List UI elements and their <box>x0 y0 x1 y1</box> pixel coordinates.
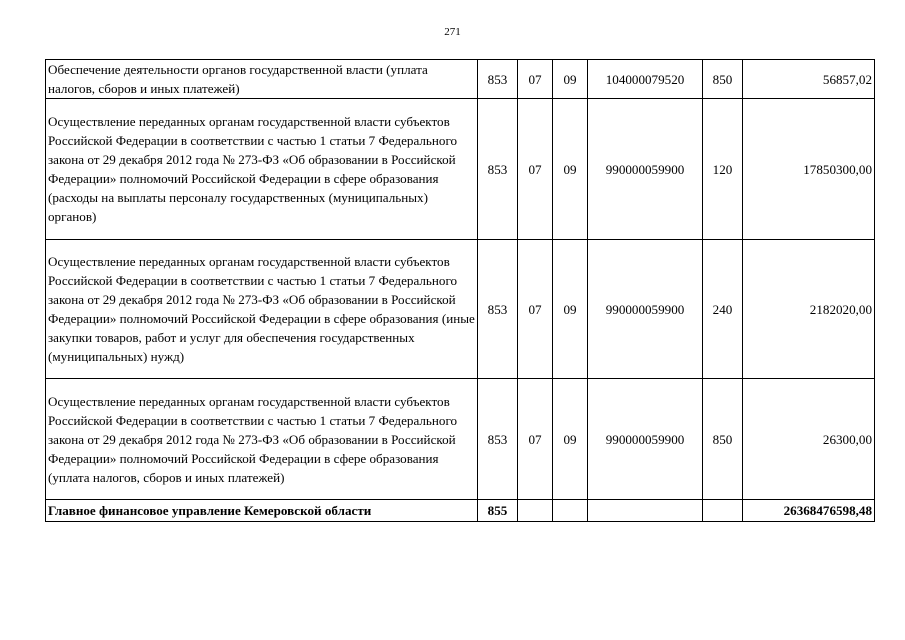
table-row <box>46 99 875 240</box>
cell-ministry-code: 853 <box>478 60 518 99</box>
cell-ministry-code: 855 <box>478 500 518 522</box>
cell-name: Обеспечение деятельности органов государственной власти (уплата налогов, сборов и иных платежей) <box>46 60 478 99</box>
cell-target-code: 990000059900 <box>588 379 703 500</box>
cell-ministry-code: 853 <box>478 99 518 240</box>
page-number: 271 <box>444 26 461 38</box>
cell-expense-type: 850 <box>703 60 743 99</box>
cell-amount: 26300,00 <box>743 379 875 500</box>
table-row-total <box>46 500 875 522</box>
cell-section: 07 <box>518 60 553 99</box>
cell-target-code <box>588 500 703 522</box>
cell-expense-type <box>703 500 743 522</box>
cell-expense-type: 850 <box>703 379 743 500</box>
table-row <box>46 60 875 99</box>
cell-amount: 2182020,00 <box>743 240 875 379</box>
cell-subsection <box>553 500 588 522</box>
cell-target-code: 990000059900 <box>588 240 703 379</box>
cell-section: 07 <box>518 379 553 500</box>
table-row <box>46 379 875 500</box>
table-row <box>46 240 875 379</box>
cell-subsection: 09 <box>553 60 588 99</box>
cell-section: 07 <box>518 99 553 240</box>
cell-amount: 17850300,00 <box>743 99 875 240</box>
cell-section <box>518 500 553 522</box>
cell-name: Осуществление переданных органам государственной власти субъектов Российской Федерации в соответствии с частью 1 статьи 7 Федерального закона от 29 декабря 2012 года № 273-ФЗ «Об образовании в Российской Федерации» полномочий Российской Федерации в сфере образования (расходы на выплаты персоналу государственных (муниципальных) органов) <box>46 99 478 240</box>
cell-ministry-code: 853 <box>478 240 518 379</box>
cell-subsection: 09 <box>553 240 588 379</box>
cell-subsection: 09 <box>553 99 588 240</box>
cell-name: Главное финансовое управление Кемеровской области <box>46 500 478 522</box>
cell-target-code: 104000079520 <box>588 60 703 99</box>
cell-expense-type: 240 <box>703 240 743 379</box>
cell-subsection: 09 <box>553 379 588 500</box>
budget-table <box>45 59 875 522</box>
cell-name: Осуществление переданных органам государственной власти субъектов Российской Федерации в соответствии с частью 1 статьи 7 Федерального закона от 29 декабря 2012 года № 273-ФЗ «Об образовании в Российской Федерации» полномочий Российской Федерации в сфере образования (иные закупки товаров, работ и услуг для обеспечения государственных (муниципальных) нужд) <box>46 240 478 379</box>
cell-amount: 26368476598,48 <box>743 500 875 522</box>
cell-expense-type: 120 <box>703 99 743 240</box>
cell-section: 07 <box>518 240 553 379</box>
cell-ministry-code: 853 <box>478 379 518 500</box>
cell-amount: 56857,02 <box>743 60 875 99</box>
cell-target-code: 990000059900 <box>588 99 703 240</box>
cell-name: Осуществление переданных органам государственной власти субъектов Российской Федерации в соответствии с частью 1 статьи 7 Федерального закона от 29 декабря 2012 года № 273-ФЗ «Об образовании в Российской Федерации» полномочий Российской Федерации в сфере образования (уплата налогов, сборов и иных платежей) <box>46 379 478 500</box>
